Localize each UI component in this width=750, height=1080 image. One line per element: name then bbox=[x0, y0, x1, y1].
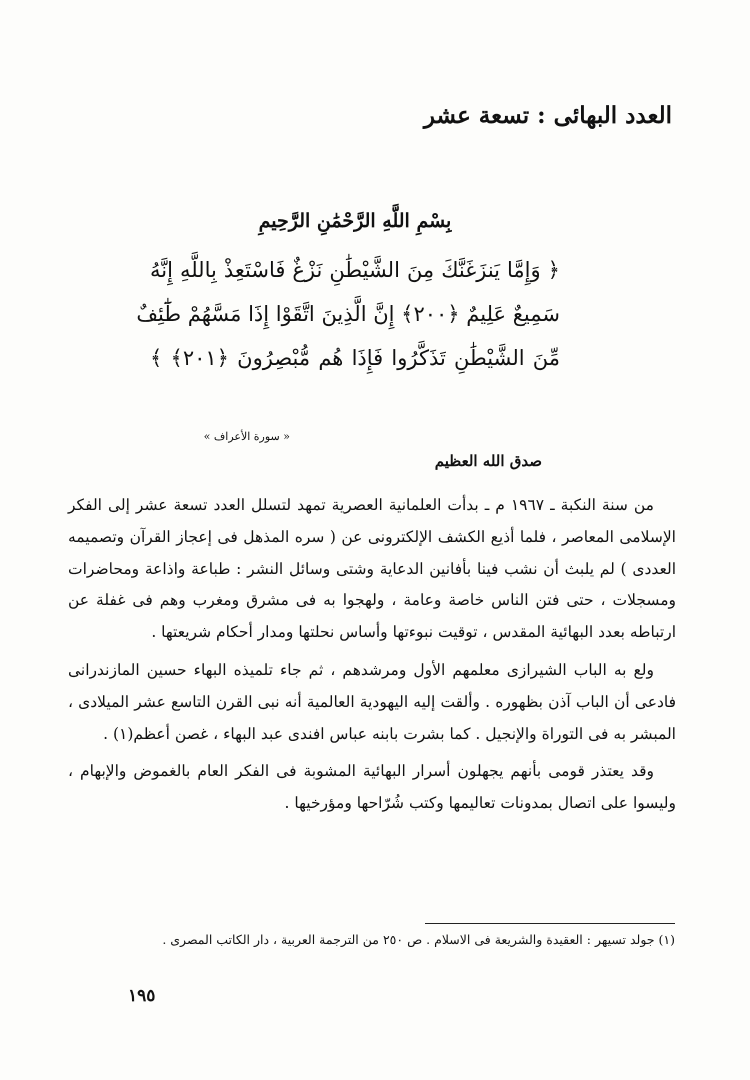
verse-line: مِّنَ الشَّيْطَٰنِ تَذَكَّرُوا فَإِذَا هُم مُّبْصِرُونَ ﴿٢٠١﴾ ﴾ bbox=[150, 346, 561, 370]
footnote-divider bbox=[425, 923, 675, 924]
basmala: بِسْمِ اللَّهِ الرَّحْمَٰنِ الرَّحِيمِ bbox=[258, 210, 452, 232]
paragraph: وقد يعتذر قومى بأنهم يجهلون أسرار البهائية المشوبة فى الفكر العام بالغموض والإبهام ، وليسوا على اتصال بمدونات تعاليمها وكتب شُرّاحها ومؤرخيها . bbox=[68, 762, 676, 813]
chapter-title: العدد البهائى : تسعة عشر bbox=[423, 102, 672, 129]
surah-reference: « سورة الأعراف » bbox=[203, 430, 290, 443]
verse-line: ﴿ وَإِمَّا يَنزَغَنَّكَ مِنَ الشَّيْطَٰنِ نَزْغٌ فَاسْتَعِذْ بِاللَّهِ إِنَّهُ bbox=[150, 258, 560, 282]
paragraph: من سنة النكبة ـ ١٩٦٧ م ـ بدأت العلمانية العصرية تمهد لتسلل العدد تسعة عشر إلى الفكر الإسلامى المعاصر ، فلما أذيع الكشف الإلكترونى عن ( سره المذهل فى إعجاز القرآن وتصميمه العددى ) لم يلبث أن نشب فينا بأفانين الدعاية وشتى وسائل النشر : طباعة واذاعة ومحاضرات ومسجلات ، حتى فتن الناس خاصة وعامة ، ولهجوا به فى مشرق ومغرب وهم فى غفلة عن ارتباطه بعدد البهائية المقدس ، توقيت نبوءتها وأساس نحلتها ومدار أحكام شريعتها . bbox=[68, 496, 676, 642]
body-text bbox=[68, 490, 676, 820]
quran-verse-block bbox=[136, 210, 561, 380]
footnote: (١) جولد تسيهر : العقيدة والشريعة فى الاسلام . ص ٢٥٠ من الترجمة العربية ، دار الكاتب المصرى . bbox=[162, 932, 675, 947]
page-number: ١٩٥ bbox=[128, 986, 156, 1006]
paragraph: ولع به الباب الشيرازى معلمهم الأول ومرشدهم ، ثم جاء تلميذه البهاء حسين المازندرانى فادعى أن الباب آذن بظهوره . وألقت إليه اليهودية العالمية أنه نبى القرن التاسع عشر الميلادى ، المبشر به فى التوراة والإنجيل . كما بشرت بابنه عباس افندى عبد البهاء ، غصن أعظم(١) . bbox=[68, 660, 676, 743]
verse-line: سَمِيعٌ عَلِيمٌ ﴿٢٠٠﴾ إِنَّ الَّذِينَ اتَّقَوْا إِذَا مَسَّهُمْ طَٰٓئِفٌ bbox=[136, 302, 560, 326]
sadaqa-allah-text: صدق الله العظيم bbox=[434, 452, 542, 470]
